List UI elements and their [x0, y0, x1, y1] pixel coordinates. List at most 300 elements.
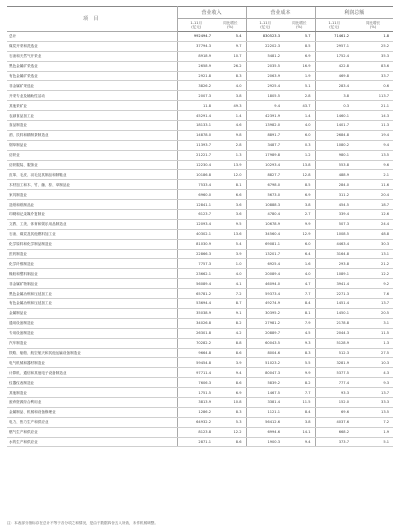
value-cell: 8827.7 [246, 170, 284, 180]
value-cell: 9.9 [284, 368, 315, 378]
value-cell: 6925.4 [246, 259, 284, 269]
industry-name-cell: 烟草制品业 [7, 140, 177, 150]
table-row [7, 200, 393, 210]
value-cell: 20.5 [353, 308, 393, 318]
value-cell: 5.4 [215, 239, 246, 249]
table-row [7, 111, 393, 121]
value-cell: 27981.2 [246, 318, 284, 328]
value-cell: 13.9 [215, 160, 246, 170]
industry-name-cell: 通用设备制造业 [7, 318, 177, 328]
value-cell: 83.6 [353, 61, 393, 71]
value-cell: 339.4 [315, 210, 353, 220]
value-cell: 2.1 [353, 170, 393, 180]
industry-name-cell: 文教、工美、体育和娱乐用品制造业 [7, 219, 177, 229]
header-group-row [7, 7, 393, 19]
value-cell: 4037.6 [315, 417, 353, 427]
value-cell: 8.1 [215, 180, 246, 190]
value-cell: 4.1 [215, 279, 246, 289]
sub-header-period: 同比增长 [292, 21, 307, 25]
value-cell: 1.9 [353, 427, 393, 437]
value-cell: 2178.8 [315, 318, 353, 328]
value-cell: 1.3 [215, 150, 246, 160]
table-header [7, 7, 393, 32]
industry-name-cell: 石油和天然气开采业 [7, 51, 177, 61]
value-cell: 8.3 [215, 71, 246, 81]
value-cell: 1080.2 [315, 140, 353, 150]
industry-name-cell: 家具制造业 [7, 190, 177, 200]
value-cell: 5.5 [284, 358, 315, 368]
value-cell: 3.8 [315, 91, 353, 101]
table-row [7, 427, 393, 437]
industry-name-cell: 酒、饮料和精制茶制造业 [7, 130, 177, 140]
table-row [7, 121, 393, 131]
value-cell: 4.6 [215, 121, 246, 131]
table-row [7, 239, 393, 249]
value-cell: 1752.4 [315, 51, 353, 61]
value-cell: 60043.5 [246, 338, 284, 348]
value-cell: 12.9 [284, 229, 315, 239]
value-cell: 3813.9 [177, 397, 215, 407]
table-row [7, 210, 393, 220]
industry-name-cell: 印刷和记录媒介复制业 [7, 210, 177, 220]
value-cell: 2.8 [215, 140, 246, 150]
item-column-header: 项 目 [7, 7, 177, 32]
value-cell: 22866.3 [177, 249, 215, 259]
value-cell: 5839.2 [246, 378, 284, 388]
table-row [7, 279, 393, 289]
table-row [7, 170, 393, 180]
value-cell: 9.3 [284, 338, 315, 348]
value-cell: 1.4 [215, 111, 246, 121]
value-cell: 1.3 [353, 338, 393, 348]
value-cell: 45291.4 [177, 111, 215, 121]
value-cell: 12.2 [215, 427, 246, 437]
value-cell: 8918.9 [177, 51, 215, 61]
value-cell: 3.6 [215, 200, 246, 210]
value-cell: 8.6 [215, 378, 246, 388]
value-cell: 668.2 [315, 427, 353, 437]
value-cell: 4.5 [284, 328, 315, 338]
value-cell: 9.5 [215, 219, 246, 229]
value-cell: 2658.9 [177, 61, 215, 71]
value-cell: 11.3 [353, 121, 393, 131]
value-cell: 11.6 [353, 180, 393, 190]
value-cell: 71461.2 [315, 32, 353, 42]
value-cell: 49.3 [215, 101, 246, 111]
value-cell: 6.9 [284, 190, 315, 200]
table-row [7, 101, 393, 111]
value-cell: 1467.5 [246, 388, 284, 398]
table-row [7, 259, 393, 269]
value-cell: 7.6 [353, 289, 393, 299]
table-row [7, 219, 393, 229]
industry-name-cell: 计算机、通信和其他电子设备制造业 [7, 368, 177, 378]
industry-name-cell: 食品制造业 [7, 121, 177, 131]
value-cell: 284.0 [315, 180, 353, 190]
value-cell: 14.3 [353, 111, 393, 121]
value-cell: 3487.7 [246, 140, 284, 150]
value-cell: 3281.9 [315, 358, 353, 368]
sub-header-cell [284, 19, 315, 32]
value-cell: 33.3 [353, 397, 393, 407]
value-cell: 10.7 [215, 51, 246, 61]
value-cell: 14878.0 [177, 130, 215, 140]
value-cell: 70282.2 [177, 338, 215, 348]
value-cell: 4780.4 [246, 210, 284, 220]
value-cell: 4.0 [215, 81, 246, 91]
value-cell: 311.2 [315, 190, 353, 200]
value-cell: 69.6 [315, 407, 353, 417]
value-cell: 1.4 [284, 111, 315, 121]
value-cell: 80047.3 [246, 368, 284, 378]
value-cell: 1286.2 [177, 407, 215, 417]
value-cell: 1451.4 [315, 299, 353, 309]
value-cell: 26301.8 [177, 328, 215, 338]
industry-name-cell: 木材加工和木、竹、藤、棕、草制品业 [7, 180, 177, 190]
value-cell: 373.7 [315, 437, 353, 447]
industry-name-cell: 电气机械和器材制造业 [7, 358, 177, 368]
value-cell: 27.5 [353, 348, 393, 358]
value-cell: 7533.4 [177, 180, 215, 190]
value-cell: 3.1 [353, 318, 393, 328]
value-cell: 5.7 [284, 32, 315, 42]
value-cell: 9.2 [353, 279, 393, 289]
value-cell: 56089.4 [177, 279, 215, 289]
value-cell: 12230.4 [177, 160, 215, 170]
value-cell: 13201.7 [246, 249, 284, 259]
sub-header-period: 同比增长 [223, 21, 238, 25]
value-cell: 12093.4 [177, 219, 215, 229]
industry-name-cell: 石油、煤炭及其他燃料加工业 [7, 229, 177, 239]
value-cell: 0.3 [315, 101, 353, 111]
value-cell: 30395.2 [246, 308, 284, 318]
value-cell: 23662.1 [177, 269, 215, 279]
value-cell: 9.9 [284, 219, 315, 229]
value-cell: 35.3 [353, 51, 393, 61]
value-cell: 8.4 [284, 407, 315, 417]
value-cell: 24.4 [353, 219, 393, 229]
industry-name-cell: 金属制品业 [7, 308, 177, 318]
table-row [7, 348, 393, 358]
value-cell: 8.8 [215, 338, 246, 348]
sub-header-cell [246, 19, 284, 32]
value-cell: 152.0 [315, 397, 353, 407]
value-cell: 2007.3 [177, 91, 215, 101]
table-row [7, 289, 393, 299]
value-cell: 49274.9 [246, 299, 284, 309]
value-cell: 9664.8 [177, 348, 215, 358]
table-row [7, 229, 393, 239]
table-row [7, 41, 393, 51]
sub-header-unit: (%) [296, 25, 303, 29]
value-cell: 34560.4 [246, 229, 284, 239]
value-cell: 64932.2 [177, 417, 215, 427]
table-row [7, 150, 393, 160]
value-cell: 13.7 [353, 299, 393, 309]
value-cell: 512.3 [315, 348, 353, 358]
value-cell: 14.1 [284, 427, 315, 437]
table-row [7, 61, 393, 71]
value-cell: 53694.4 [177, 299, 215, 309]
value-cell: 454.5 [315, 200, 353, 210]
industry-name-cell: 农副食品加工业 [7, 111, 177, 121]
value-cell: 9.4 [215, 368, 246, 378]
industry-name-cell: 黑色金属冶炼和压延加工业 [7, 289, 177, 299]
value-cell: 1805.5 [246, 91, 284, 101]
value-cell: 9.7 [215, 41, 246, 51]
value-cell: 20089.4 [246, 269, 284, 279]
value-cell: 48.8 [353, 229, 393, 239]
value-cell: 1.6 [284, 259, 315, 269]
value-cell: 69081.1 [246, 239, 284, 249]
value-cell: 8004.6 [246, 348, 284, 358]
value-cell: 1900.3 [246, 437, 284, 447]
value-cell: 13.7 [353, 388, 393, 398]
value-cell: 7.7 [284, 388, 315, 398]
value-cell: 93.3 [315, 388, 353, 398]
industry-name-cell: 金属制品、机械和设备修理业 [7, 407, 177, 417]
value-cell: 4.0 [284, 121, 315, 131]
value-cell: 10186.8 [177, 170, 215, 180]
industry-name-cell: 其他制造业 [7, 388, 177, 398]
value-cell: 0.6 [353, 81, 393, 91]
value-cell: 20.4 [353, 190, 393, 200]
value-cell: 1008.5 [315, 229, 353, 239]
value-cell: 6123.7 [177, 210, 215, 220]
value-cell: 8.3 [215, 407, 246, 417]
value-cell: 777.4 [315, 378, 353, 388]
sub-header-period: 同比增长 [365, 21, 381, 25]
value-cell: 1.0 [215, 259, 246, 269]
sub-header-period: 1-11月 [328, 21, 341, 25]
sub-header-unit: (%) [227, 25, 234, 29]
value-cell: 12.0 [215, 170, 246, 180]
value-cell: 830523.3 [246, 32, 284, 42]
table-footnote: 注：本表部分指标存在总计不等于各分项之和情况，是由于数据四舍五入所致，未作机械调整。 [7, 521, 158, 525]
value-cell: 1401.7 [315, 121, 353, 131]
value-cell: 8123.8 [177, 427, 215, 437]
value-cell: 6.4 [284, 249, 315, 259]
value-cell: 6.9 [284, 51, 315, 61]
value-cell: 25.2 [353, 41, 393, 51]
value-cell: 7.9 [284, 318, 315, 328]
value-cell: 8.2 [215, 318, 246, 328]
table-row [7, 318, 393, 328]
value-cell: 21.1 [353, 101, 393, 111]
value-cell: 26.2 [215, 61, 246, 71]
value-cell: 7.2 [353, 417, 393, 427]
value-cell: 6798.0 [246, 180, 284, 190]
value-cell: 113.7 [353, 91, 393, 101]
value-cell: 81030.9 [177, 239, 215, 249]
value-cell: 19.4 [353, 130, 393, 140]
value-cell: 1450.1 [315, 308, 353, 318]
cost-group-header: 营业成本 [246, 7, 315, 19]
value-cell: 5481.2 [246, 51, 284, 61]
table-row [7, 378, 393, 388]
value-cell: 6.9 [215, 388, 246, 398]
value-cell: 6960.0 [177, 190, 215, 200]
table-body [7, 32, 393, 447]
industry-name-cell: 废弃资源综合利用业 [7, 397, 177, 407]
value-cell: 2044.3 [315, 328, 353, 338]
value-cell: 8.1 [284, 308, 315, 318]
value-cell: 12.8 [284, 170, 315, 180]
value-cell: 4.2 [215, 328, 246, 338]
value-cell: 13.6 [215, 229, 246, 239]
value-cell: 5128.9 [315, 338, 353, 348]
industry-name-cell: 医药制造业 [7, 249, 177, 259]
industry-name-cell: 有色金属矿采选业 [7, 71, 177, 81]
table-row [7, 91, 393, 101]
value-cell: 42391.9 [246, 111, 284, 121]
value-cell: 1.2 [284, 150, 315, 160]
value-cell: 3.8 [284, 417, 315, 427]
value-cell: 9.4 [284, 437, 315, 447]
value-cell: 2063.9 [246, 71, 284, 81]
value-cell: 10.8 [215, 397, 246, 407]
value-cell: 8.6 [215, 348, 246, 358]
industry-statistics-table [7, 6, 393, 447]
value-cell: 1121.1 [246, 407, 284, 417]
value-cell: 5.1 [353, 437, 393, 447]
value-cell: 8.5 [284, 41, 315, 51]
value-cell: 13982.0 [246, 121, 284, 131]
value-cell: 8.7 [215, 299, 246, 309]
table-row [7, 190, 393, 200]
value-cell: 12.2 [353, 269, 393, 279]
industry-name-cell: 电力、热力生产和供应业 [7, 417, 177, 427]
industry-name-cell: 有色金属冶炼和压延加工业 [7, 299, 177, 309]
value-cell: 59454.8 [177, 358, 215, 368]
table-row [7, 160, 393, 170]
value-cell: 10293.4 [246, 160, 284, 170]
sub-header-unit: (亿元) [329, 25, 340, 29]
industry-name-cell: 橡胶和塑料制品业 [7, 269, 177, 279]
value-cell: 5.4 [215, 32, 246, 42]
value-cell: 1.8 [353, 32, 393, 42]
value-cell: 10678.9 [246, 219, 284, 229]
value-cell: 56412.6 [246, 417, 284, 427]
table-row [7, 71, 393, 81]
industry-name-cell: 水的生产和供应业 [7, 437, 177, 447]
value-cell: 35038.9 [177, 308, 215, 318]
value-cell: 8.3 [284, 348, 315, 358]
industry-name-cell: 汽车制造业 [7, 338, 177, 348]
value-cell: 7757.3 [177, 259, 215, 269]
value-cell: 9.6 [353, 160, 393, 170]
sub-header-unit: (%) [369, 25, 377, 29]
value-cell: 43.7 [284, 101, 315, 111]
value-cell: 2.7 [284, 210, 315, 220]
value-cell: 51023.2 [246, 358, 284, 368]
value-cell: 4.7 [284, 279, 315, 289]
value-cell: 6.0 [284, 130, 315, 140]
industry-name-cell: 铁路、船舶、航空航天和其他运输设备制造业 [7, 348, 177, 358]
value-cell: 1460.1 [315, 111, 353, 121]
value-cell: 6.0 [284, 239, 315, 249]
value-cell: 3826.2 [177, 81, 215, 91]
value-cell: 3.9 [215, 358, 246, 368]
value-cell: 2957.1 [315, 41, 353, 51]
value-cell: 8.5 [284, 180, 315, 190]
profit-group-header: 利润总额 [315, 7, 393, 19]
value-cell: 980.1 [315, 150, 353, 160]
value-cell: 5377.5 [315, 368, 353, 378]
value-cell: 553.8 [315, 160, 353, 170]
value-cell: 2684.8 [315, 130, 353, 140]
table-row [7, 308, 393, 318]
value-cell: 4.0 [215, 269, 246, 279]
table-row [7, 269, 393, 279]
value-cell: 293.8 [315, 259, 353, 269]
value-cell: 18.7 [353, 200, 393, 210]
industry-name-cell: 非金属矿物制品业 [7, 279, 177, 289]
industry-name-cell: 专用设备制造业 [7, 328, 177, 338]
value-cell: 11.5 [353, 328, 393, 338]
industry-name-cell: 皮革、毛皮、羽毛及其制品和制鞋业 [7, 170, 177, 180]
industry-name-cell: 煤炭开采和洗选业 [7, 41, 177, 51]
value-cell: 8.6 [215, 437, 246, 447]
value-cell: 4.0 [284, 269, 315, 279]
sub-header-period: 1-11月 [259, 21, 272, 25]
value-cell: 20889.7 [246, 328, 284, 338]
table-row [7, 397, 393, 407]
value-cell: 9.8 [215, 130, 246, 140]
value-cell: 7.2 [215, 289, 246, 299]
value-cell: 7606.3 [177, 378, 215, 388]
sub-header-cell [315, 19, 353, 32]
value-cell: 13.5 [353, 150, 393, 160]
value-cell: 992494.7 [177, 32, 215, 42]
value-cell: 3381.4 [246, 397, 284, 407]
value-cell: 37794.3 [177, 41, 215, 51]
value-cell: 11.8 [177, 101, 215, 111]
industry-name-cell: 化学原料和化学制品制造业 [7, 239, 177, 249]
table-row [7, 338, 393, 348]
sub-header-cell [215, 19, 246, 32]
industry-name-cell: 总计 [7, 32, 177, 42]
value-cell: 9.3 [353, 378, 393, 388]
industry-name-cell: 纺织服装、服饰业 [7, 160, 177, 170]
table-row [7, 130, 393, 140]
value-cell: 13.1 [353, 249, 393, 259]
value-cell: 6.6 [215, 190, 246, 200]
table-row [7, 81, 393, 91]
value-cell: 13.5 [353, 407, 393, 417]
sub-header-unit: (亿元) [260, 25, 271, 29]
value-cell: 5.1 [284, 81, 315, 91]
value-cell: 9.4 [353, 140, 393, 150]
value-cell: 2921.8 [177, 71, 215, 81]
value-cell: 12841.1 [177, 200, 215, 210]
sub-header-cell [353, 19, 393, 32]
value-cell: 3.9 [215, 249, 246, 259]
table-row [7, 328, 393, 338]
value-cell: 2035.5 [246, 61, 284, 71]
value-cell: 4.3 [353, 368, 393, 378]
value-cell: 65781.2 [177, 289, 215, 299]
table-row [7, 407, 393, 417]
value-cell: 4463.4 [315, 239, 353, 249]
value-cell: 6994.6 [246, 427, 284, 437]
value-cell: 1.9 [284, 71, 315, 81]
value-cell: 9.1 [215, 308, 246, 318]
industry-name-cell: 造纸和纸制品业 [7, 200, 177, 210]
table-row [7, 368, 393, 378]
value-cell: 11393.7 [177, 140, 215, 150]
table-row [7, 180, 393, 190]
